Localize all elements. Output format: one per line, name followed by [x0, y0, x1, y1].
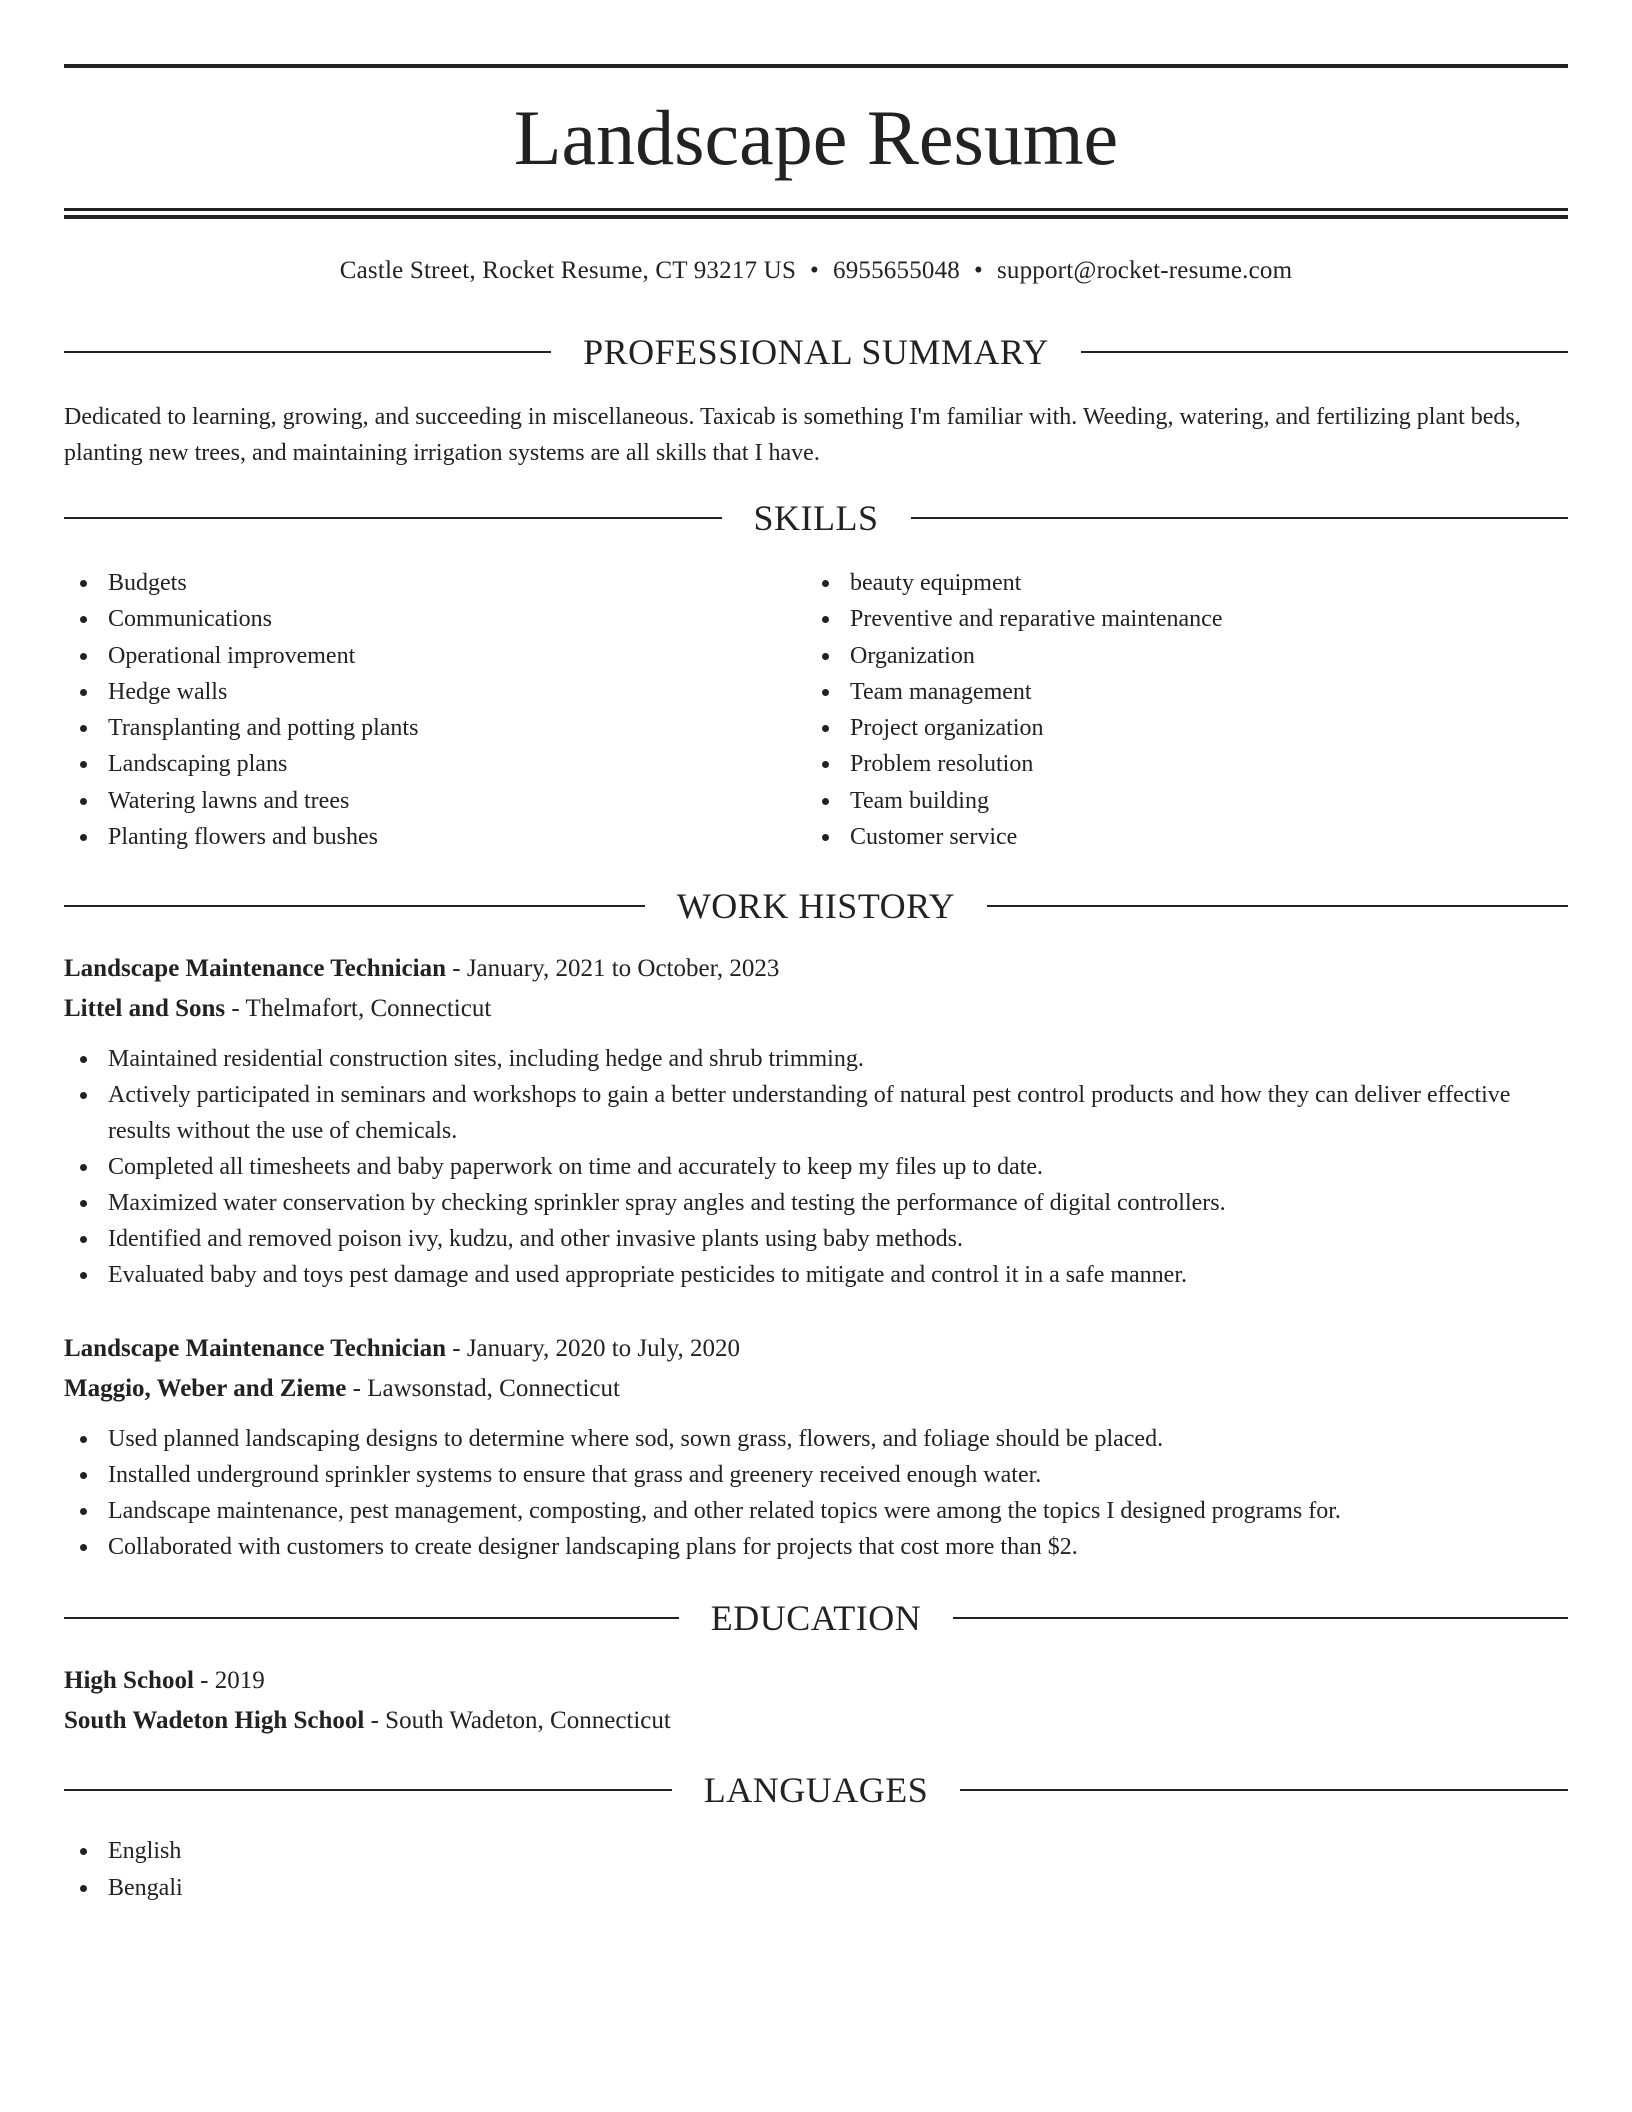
languages-list — [64, 1833, 664, 1907]
skill-item: Team building — [806, 783, 1526, 819]
section-title: WORK HISTORY — [676, 886, 956, 926]
skill-item: Project organization — [806, 710, 1526, 746]
divider-line — [987, 905, 1568, 907]
summary-heading — [64, 332, 1568, 372]
skill-item: Communications — [64, 601, 784, 637]
job-bullet: Maintained residential construction sites, including hedge and shrub trimming. — [64, 1041, 1568, 1077]
contact-address: Castle Street, Rocket Resume, CT 93217 US — [339, 257, 797, 284]
resume-name: Landscape Resume — [513, 94, 1119, 181]
skill-item: Hedge walls — [64, 674, 784, 710]
skill-item: Team management — [806, 674, 1526, 710]
job-location: - Thelmafort, Connecticut — [225, 995, 492, 1022]
education-heading — [64, 1598, 1568, 1638]
job-company-line — [64, 1369, 1568, 1409]
education-year: - 2019 — [193, 1667, 265, 1694]
contact-line — [64, 254, 1568, 288]
education-school: South Wadeton High School — [64, 1707, 365, 1734]
skill-item: Organization — [806, 638, 1526, 674]
job-company-line — [64, 989, 1568, 1029]
language-item: English — [64, 1833, 664, 1870]
education-entry — [64, 1661, 1568, 1741]
contact-separator: • — [810, 257, 819, 284]
section-title: SKILLS — [753, 498, 879, 538]
divider-line — [960, 1789, 1568, 1791]
job-title: Landscape Maintenance Technician — [64, 1335, 446, 1362]
job-entry — [64, 949, 1568, 1293]
skill-item: Preventive and reparative maintenance — [806, 601, 1526, 637]
job-bullet: Used planned landscaping designs to determine where sod, sown grass, flowers, and foliage should be placed. — [64, 1421, 1568, 1457]
divider-line — [64, 1617, 679, 1619]
skills-list-left — [64, 565, 784, 855]
skill-item: Landscaping plans — [64, 746, 784, 782]
section-title: EDUCATION — [710, 1598, 922, 1638]
education-degree: High School — [64, 1667, 194, 1694]
job-bullet: Identified and removed poison ivy, kudzu, and other invasive plants using baby methods. — [64, 1221, 1568, 1257]
job-bullet: Maximized water conservation by checking sprinkler spray angles and testing the performance of digital controllers. — [64, 1185, 1568, 1221]
job-dates: - January, 2021 to October, 2023 — [446, 955, 780, 982]
education-location: - South Wadeton, Connecticut — [364, 1707, 671, 1734]
divider-line — [64, 905, 645, 907]
job-company: Maggio, Weber and Zieme — [64, 1375, 347, 1402]
double-rule — [64, 208, 1568, 219]
education-degree-line — [64, 1661, 1568, 1701]
skills-heading — [64, 498, 1568, 538]
job-bullet: Installed underground sprinkler systems to ensure that grass and greenery received enough water. — [64, 1457, 1568, 1493]
skill-item: Watering lawns and trees — [64, 783, 784, 819]
section-title: PROFESSIONAL SUMMARY — [583, 332, 1049, 372]
job-dates: - January, 2020 to July, 2020 — [446, 1335, 740, 1362]
job-entry — [64, 1329, 1568, 1565]
contact-separator: • — [974, 257, 983, 284]
work-history-heading — [64, 886, 1568, 926]
job-bullet: Actively participated in seminars and workshops to gain a better understanding of natural pest control products and how they can deliver effective results without the use of chemicals. — [64, 1077, 1568, 1149]
job-bullets — [64, 1421, 1568, 1565]
divider-line — [1081, 351, 1568, 353]
languages-heading — [64, 1770, 1568, 1810]
section-title: LANGUAGES — [703, 1770, 929, 1810]
job-title-line — [64, 1329, 1568, 1369]
education-school-line — [64, 1701, 1568, 1741]
contact-phone: 6955655048 — [833, 257, 960, 284]
job-bullet: Landscape maintenance, pest management, composting, and other related topics were among the topics I designed programs for. — [64, 1493, 1568, 1529]
skill-item: Operational improvement — [64, 638, 784, 674]
contact-email: support@rocket-resume.com — [996, 257, 1293, 284]
divider-line — [911, 517, 1569, 519]
skill-item: Customer service — [806, 819, 1526, 855]
job-bullet: Completed all timesheets and baby paperwork on time and accurately to keep my files up to date. — [64, 1149, 1568, 1185]
skills-list-right — [806, 565, 1526, 855]
job-bullet: Evaluated baby and toys pest damage and used appropriate pesticides to mitigate and control it in a safe manner. — [64, 1257, 1568, 1293]
skill-item: Planting flowers and bushes — [64, 819, 784, 855]
divider-line — [953, 1617, 1568, 1619]
job-company: Littel and Sons — [64, 995, 226, 1022]
skill-item: Problem resolution — [806, 746, 1526, 782]
summary-text: Dedicated to learning, growing, and succeeding in miscellaneous. Taxicab is something I'm familiar with. Weeding, watering, and fertilizing plant beds, planting new trees, and maintaining irrigation systems are all skills that I have. — [64, 404, 1521, 466]
skill-item: Budgets — [64, 565, 784, 601]
divider-line — [64, 517, 722, 519]
language-item: Bengali — [64, 1870, 664, 1907]
divider-line — [64, 1789, 672, 1791]
skill-item: beauty equipment — [806, 565, 1526, 601]
job-title-line — [64, 949, 1568, 989]
skill-item: Transplanting and potting plants — [64, 710, 784, 746]
job-bullet: Collaborated with customers to create designer landscaping plans for projects that cost more than $2. — [64, 1529, 1568, 1565]
top-rule — [64, 64, 1568, 68]
divider-line — [64, 351, 551, 353]
job-bullets — [64, 1041, 1568, 1293]
job-title: Landscape Maintenance Technician — [64, 955, 446, 982]
job-location: - Lawsonstad, Connecticut — [346, 1375, 620, 1402]
